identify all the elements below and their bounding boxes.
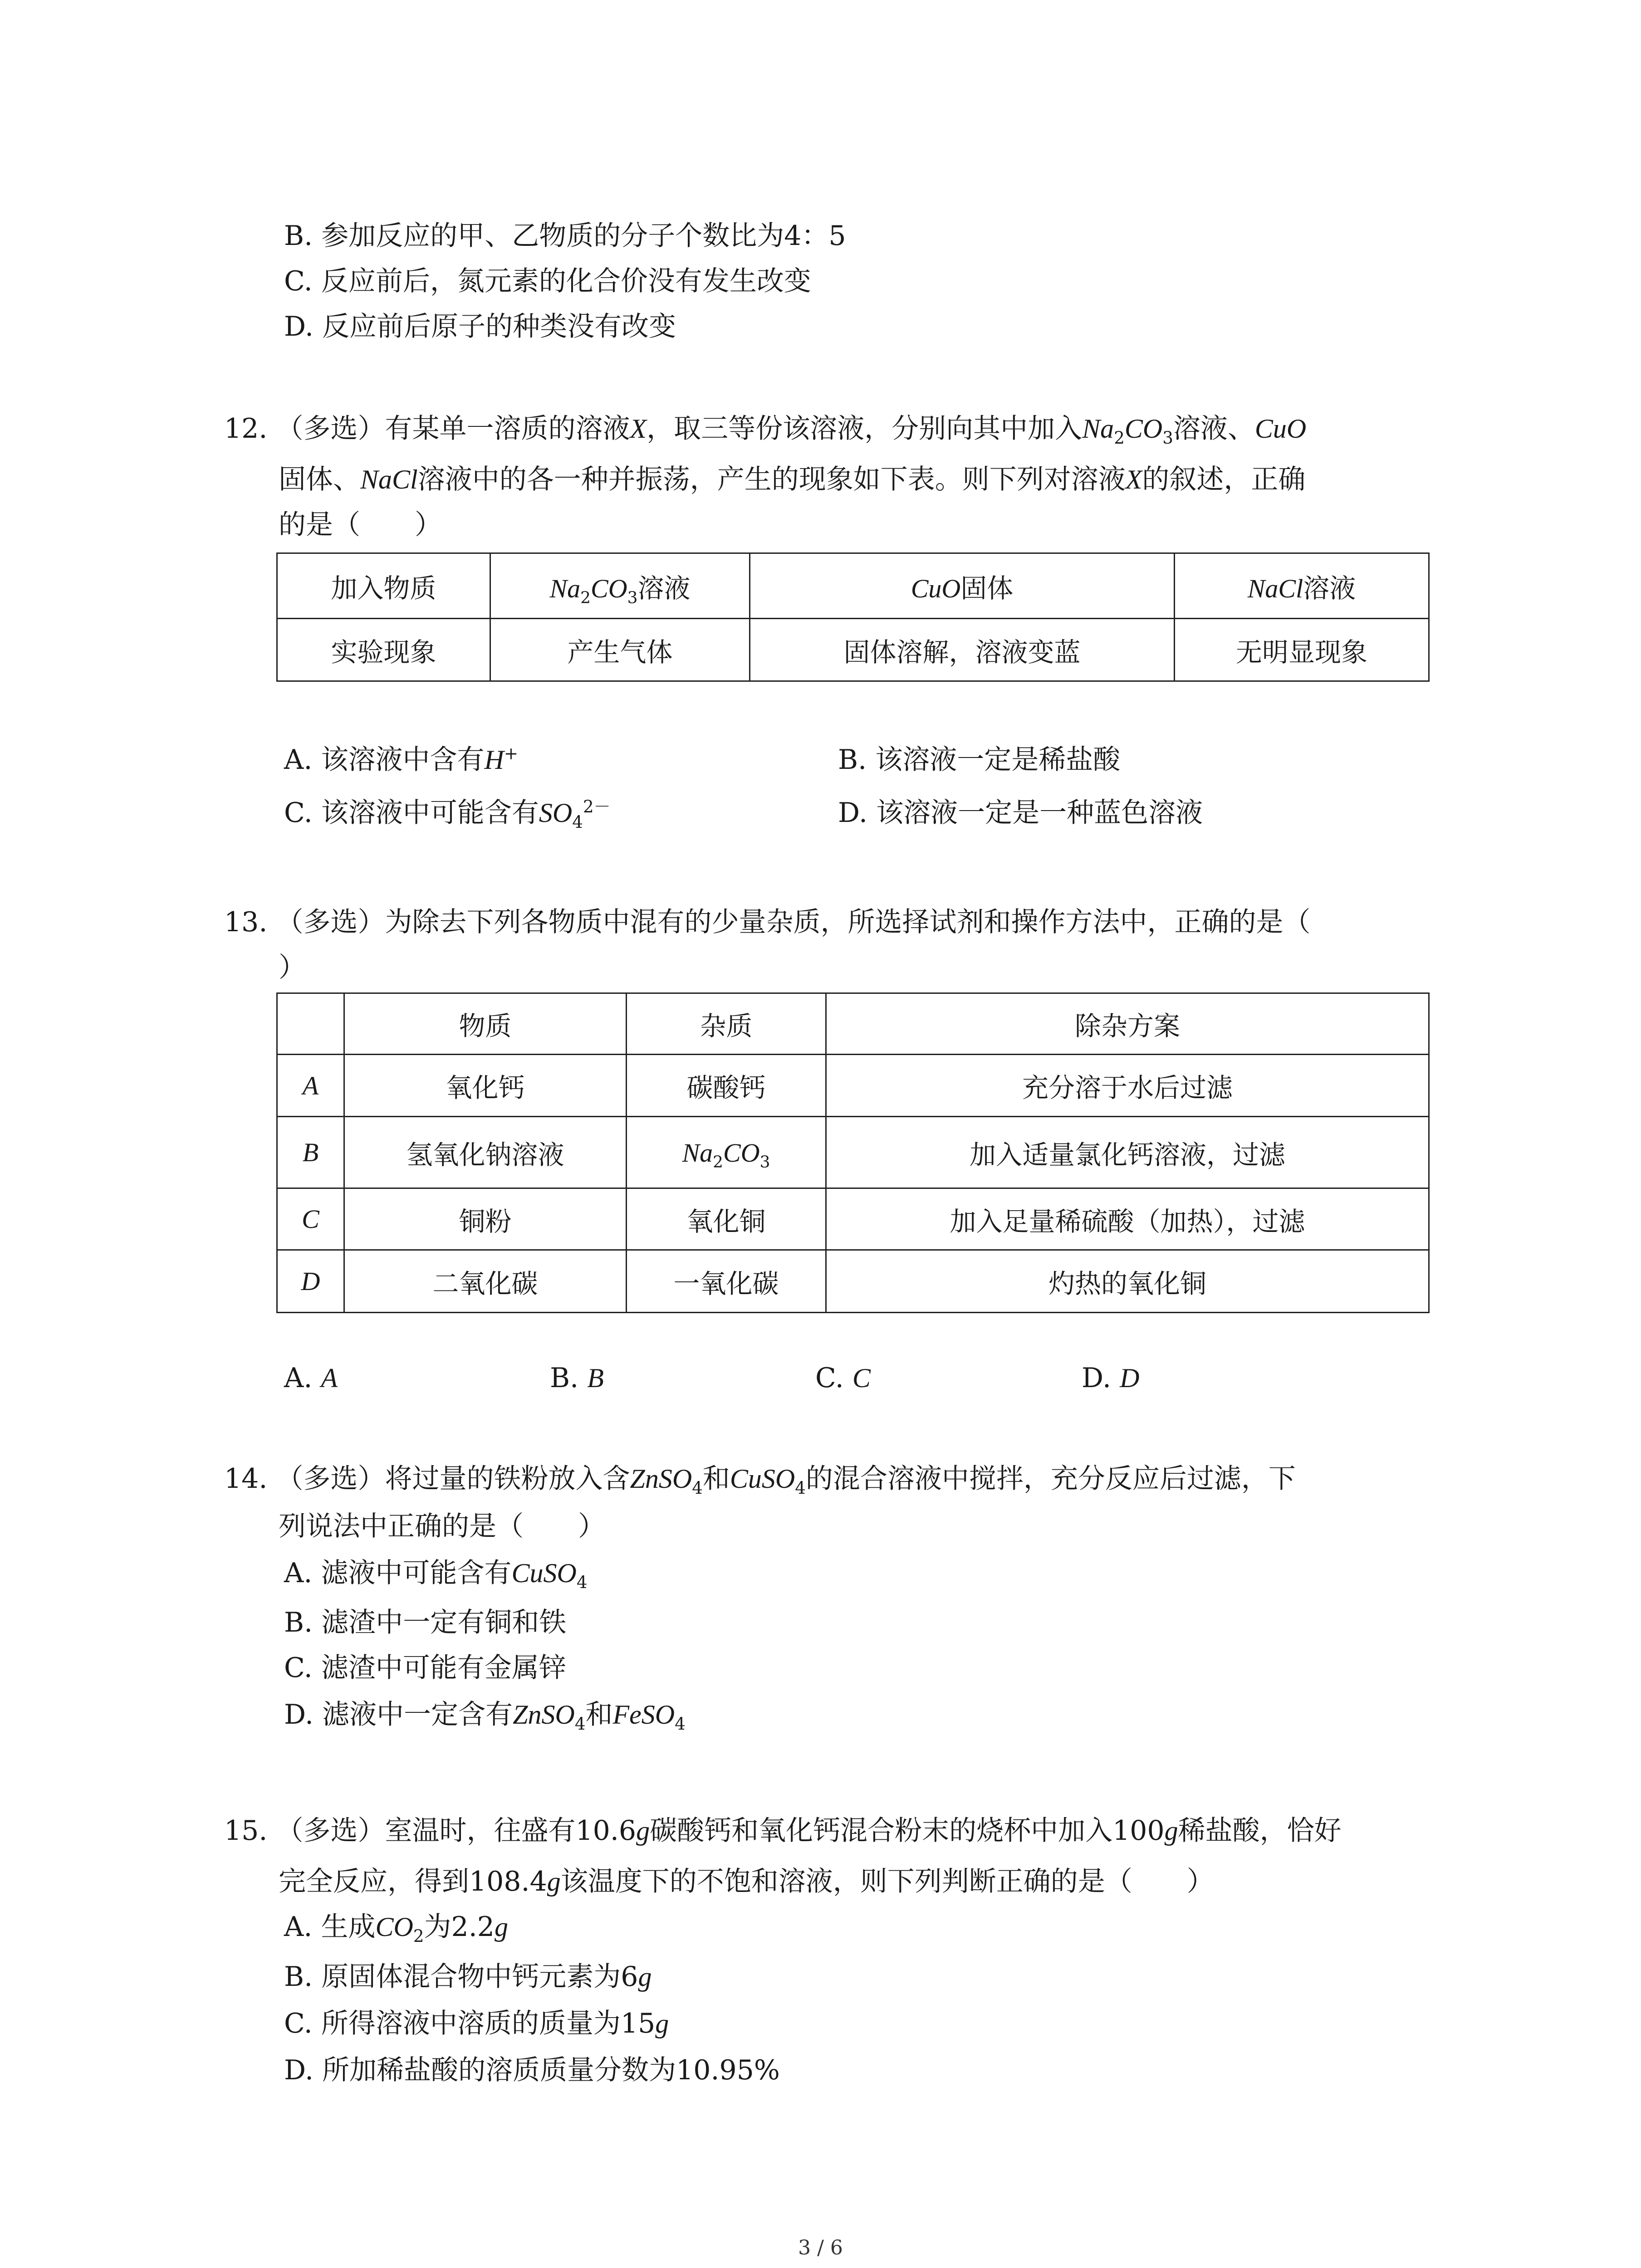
q12-table-header-4: NaCl溶液 bbox=[1175, 553, 1429, 619]
q13-row-impurity: 碳酸钙 bbox=[627, 1055, 826, 1117]
q12-number: 12. bbox=[224, 413, 268, 445]
q14-option-a: A. 滤液中可能含有CuSO$_4$ bbox=[284, 1557, 588, 1592]
q12-option-b: B. 该溶液一定是稀盐酸 bbox=[838, 744, 1121, 776]
q15-option-c: C. 所得溶液中溶质的质量为15g bbox=[284, 2008, 669, 2039]
q14-tag: （多选） bbox=[276, 1463, 385, 1495]
q13-option-c: C. C bbox=[815, 1362, 871, 1394]
q13-number: 13. bbox=[224, 906, 268, 938]
q13-option-d: D. D bbox=[1082, 1362, 1140, 1394]
q12-option-a: A. 该溶液中含有H+ bbox=[284, 743, 518, 776]
q13-table-header-corner bbox=[277, 993, 344, 1055]
q13-option-a: A. A bbox=[284, 1362, 338, 1394]
q12-table-header-3: CuO固体 bbox=[750, 553, 1175, 619]
table-row bbox=[277, 1117, 1429, 1188]
q12-stem-line2: 固体、NaCl溶液中的各一种并振荡，产生的现象如下表。则下列对溶液X的叙述，正确 bbox=[279, 464, 1306, 495]
q13-row-key: A bbox=[277, 1055, 344, 1117]
q12-table-header-2: $Na_2CO_3$溶液 bbox=[490, 553, 750, 619]
q12-table bbox=[276, 552, 1430, 682]
table-row bbox=[277, 1250, 1429, 1313]
q12-stem-line3: 的是（ ） bbox=[279, 509, 442, 541]
q13-row-plan: 加入足量稀硫酸（加热），过滤 bbox=[826, 1188, 1429, 1250]
q13-option-b: B. B bbox=[550, 1362, 604, 1394]
table-row bbox=[277, 1188, 1429, 1250]
q13-table-header-substance: 物质 bbox=[344, 993, 627, 1055]
q14-option-c: C. 滤渣中可能有金属锌 bbox=[284, 1652, 566, 1684]
q12-table-cell: 无明显现象 bbox=[1175, 619, 1429, 681]
q15-option-b: B. 原固体混合物中钙元素为6g bbox=[284, 1961, 652, 1993]
q13-row-impurity: 一氧化碳 bbox=[627, 1250, 826, 1313]
q11-option-b: B. 参加反应的甲、乙物质的分子个数比为4：5 bbox=[284, 220, 846, 252]
q15-tag: （多选） bbox=[276, 1815, 385, 1847]
q13-row-plan: 加入适量氯化钙溶液，过滤 bbox=[826, 1117, 1429, 1188]
q12-option-c: C. 该溶液中可能含有$SO_4^{2-}$ bbox=[284, 797, 611, 832]
q14-option-d: D. 滤液中一定含有ZnSO$_4$和FeSO$_4$ bbox=[284, 1699, 686, 1734]
q13-table bbox=[276, 992, 1430, 1313]
q12-tag: （多选） bbox=[276, 413, 385, 445]
q13-row-key: C bbox=[277, 1188, 344, 1250]
q15-stem-line2: 完全反应，得到108.4g该温度下的不饱和溶液，则下列判断正确的是（ ） bbox=[279, 1866, 1214, 1897]
q12-table-cell: 实验现象 bbox=[277, 619, 490, 681]
q13-table-header-impurity: 杂质 bbox=[627, 993, 826, 1055]
q13-row-impurity: 氧化铜 bbox=[627, 1188, 826, 1250]
page-number: 3 / 6 bbox=[798, 2236, 843, 2259]
q14-stem-line2: 列说法中正确的是（ ） bbox=[279, 1510, 605, 1542]
q15-option-d: D. 所加稀盐酸的溶质质量分数为10.95% bbox=[284, 2054, 780, 2086]
q12-stem-line1: 12. （多选）有某单一溶质的溶液X，取三等份该溶液，分别向其中加入$Na_2CO_3$溶液、CuO bbox=[224, 413, 1307, 448]
q13-tag: （多选） bbox=[276, 906, 385, 938]
q12-table-cell: 产生气体 bbox=[490, 619, 750, 681]
q13-stem-line1: 13. （多选）为除去下列各物质中混有的少量杂质，所选择试剂和操作方法中，正确的是（ bbox=[224, 906, 1311, 938]
table-row bbox=[277, 1055, 1429, 1117]
q14-option-b: B. 滤渣中一定有铜和铁 bbox=[284, 1607, 567, 1638]
q13-table-header-plan: 除杂方案 bbox=[826, 993, 1429, 1055]
q13-row-key: B bbox=[277, 1117, 344, 1188]
q11-option-d: D. 反应前后原子的种类没有改变 bbox=[284, 311, 676, 342]
q13-stem-line2: ） bbox=[279, 952, 306, 983]
q13-row-key: D bbox=[277, 1250, 344, 1313]
q12-table-cell: 固体溶解，溶液变蓝 bbox=[750, 619, 1175, 681]
q13-row-substance: 氧化钙 bbox=[344, 1055, 627, 1117]
q11-option-c: C. 反应前后，氮元素的化合价没有发生改变 bbox=[284, 265, 811, 297]
q12-option-d: D. 该溶液一定是一种蓝色溶液 bbox=[838, 797, 1203, 829]
q13-row-substance: 二氧化碳 bbox=[344, 1250, 627, 1313]
q15-option-a: A. 生成$CO_2$为2.2g bbox=[284, 1911, 508, 1946]
q15-number: 15. bbox=[224, 1815, 268, 1847]
q13-row-substance: 铜粉 bbox=[344, 1188, 627, 1250]
q13-row-impurity: $Na_2CO_3$ bbox=[627, 1117, 826, 1188]
q13-row-plan: 充分溶于水后过滤 bbox=[826, 1055, 1429, 1117]
q13-row-plan: 灼热的氧化铜 bbox=[826, 1250, 1429, 1313]
q14-stem-line1: 14. （多选）将过量的铁粉放入含ZnSO$_4$和CuSO$_4$的混合溶液中搅拌，充分反应后过滤，下 bbox=[224, 1463, 1296, 1498]
q12-table-header-1: 加入物质 bbox=[277, 553, 490, 619]
q15-stem-line1: 15. （多选）室温时，往盛有10.6g碳酸钙和氧化钙混合粉末的烧杯中加入100g稀盐酸，恰好 bbox=[224, 1815, 1342, 1847]
q13-row-substance: 氢氧化钠溶液 bbox=[344, 1117, 627, 1188]
q14-number: 14. bbox=[224, 1463, 268, 1495]
